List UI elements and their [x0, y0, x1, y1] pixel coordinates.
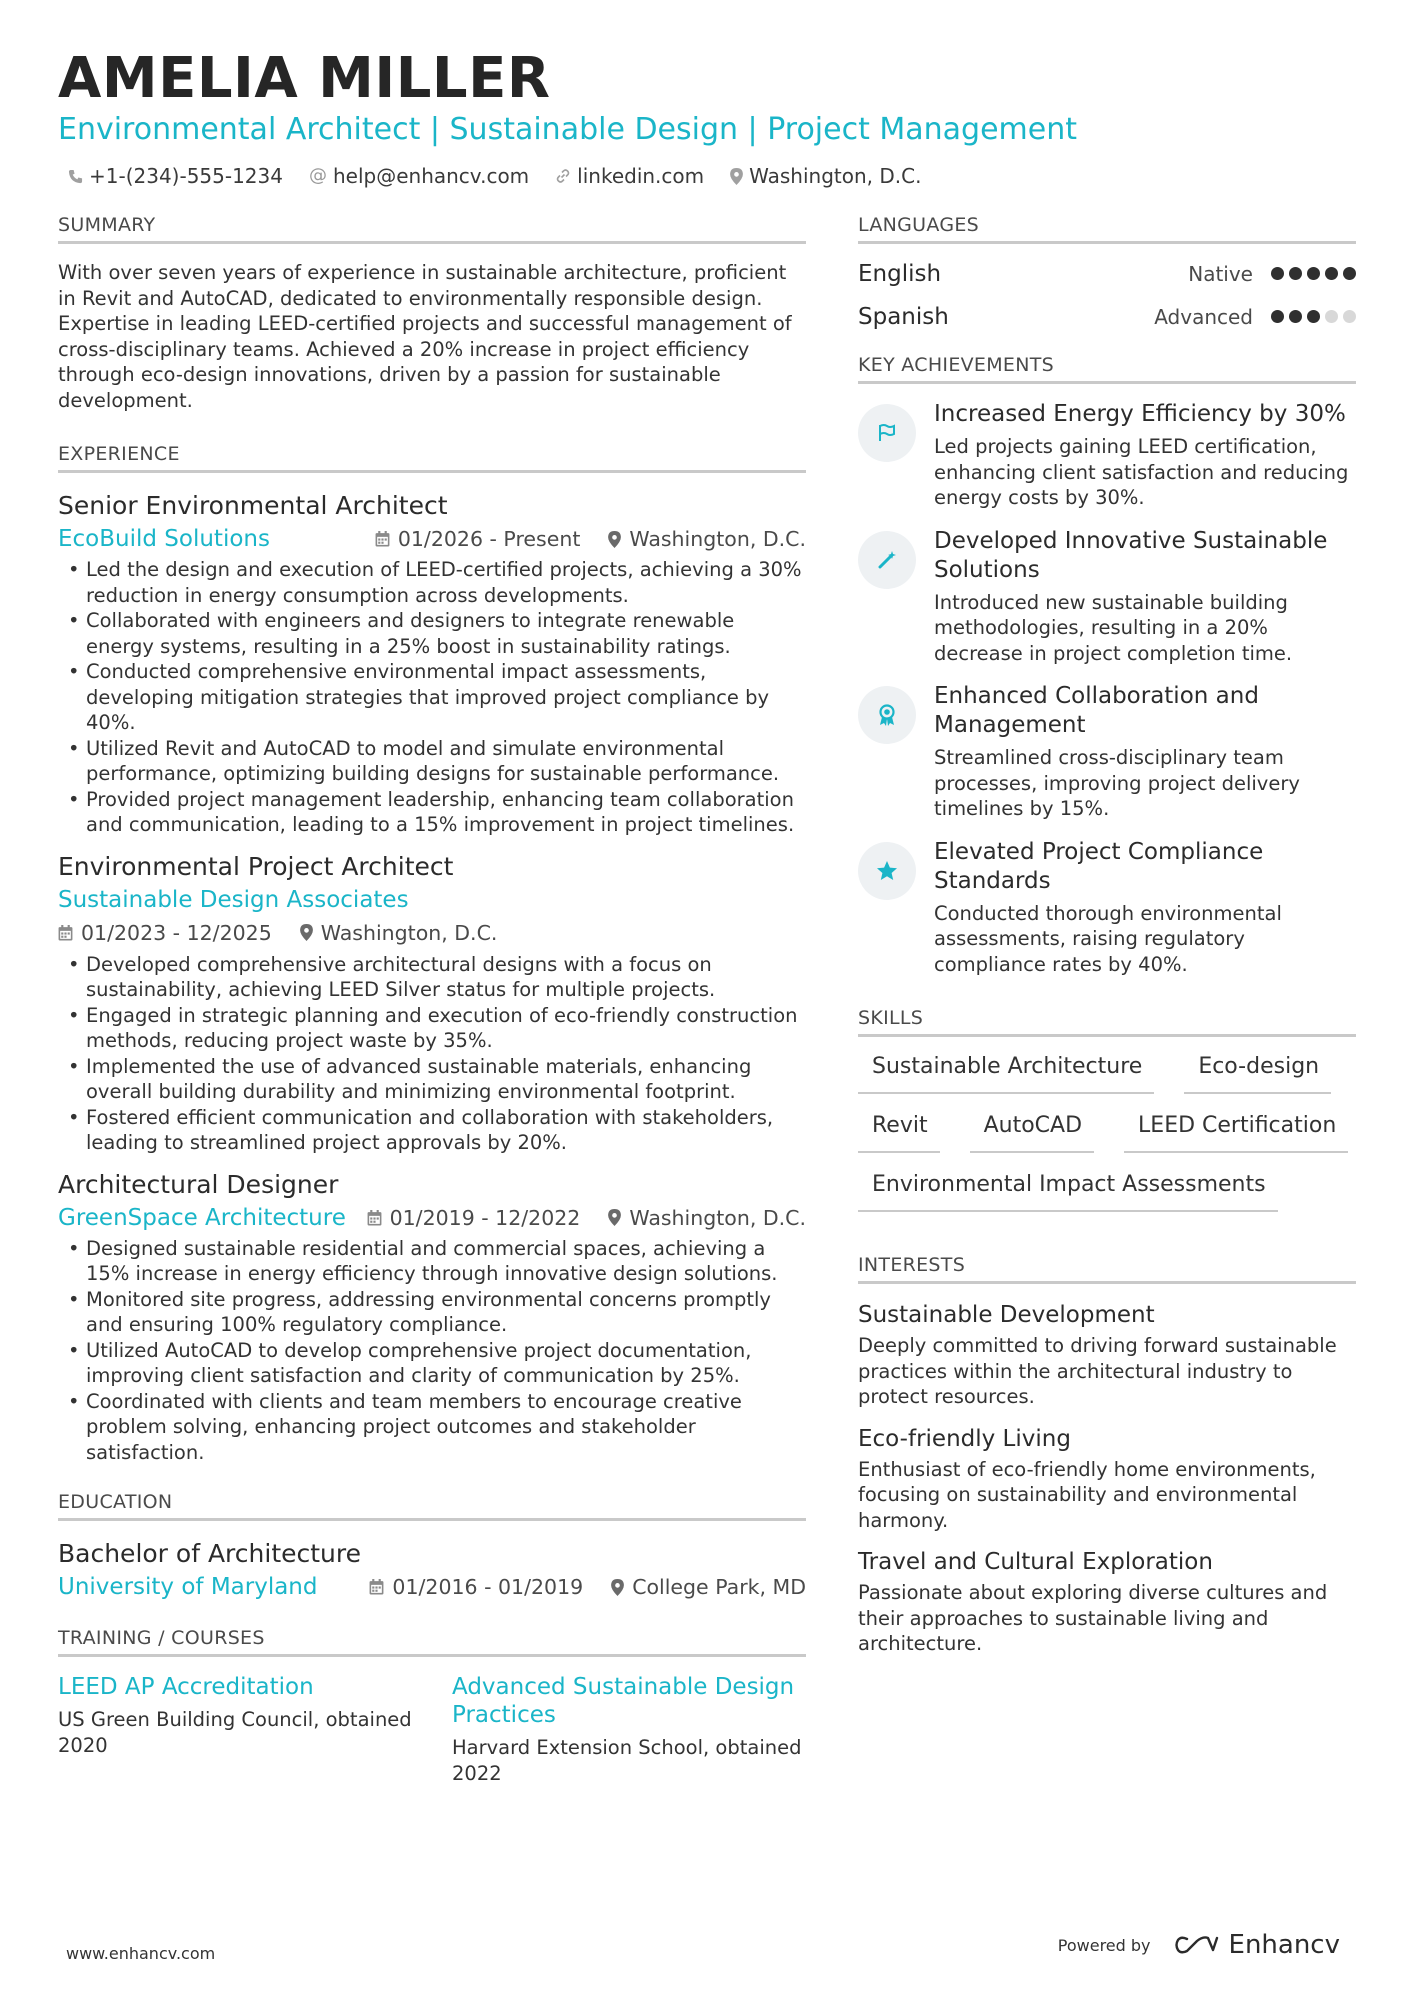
achievement-detail: Led projects gaining LEED certification, enhancing client satisfaction and reducing energy costs by 30%.	[934, 435, 1349, 509]
linkedin-text: linkedin.com	[577, 164, 705, 188]
language-rating	[1271, 310, 1356, 323]
training-detail: US Green Building Council, obtained 2020	[58, 1708, 412, 1757]
interest-item	[858, 1424, 1356, 1534]
language-level: Native	[1188, 261, 1253, 286]
skill-tag: Environmental Impact Assessments	[858, 1171, 1278, 1212]
link-icon	[555, 168, 571, 184]
achievement-detail: Streamlined cross-disciplinary team processes, improving project delivery timelines by 15%.	[934, 746, 1300, 820]
rating-dot	[1307, 310, 1320, 323]
company-name: Sustainable Design Associates	[58, 886, 409, 913]
list-item: • Utilized Revit and AutoCAD to model and simulate environmental performance, optimizing building designs for sustainable performance.	[58, 736, 806, 787]
calendar-icon	[369, 1579, 384, 1595]
language-rating	[1271, 267, 1356, 280]
footer-website[interactable]: www.enhancv.com	[66, 1944, 216, 1963]
job-dates	[367, 1202, 581, 1234]
enhancv-logo-icon	[1173, 1934, 1219, 1956]
summary-heading: SUMMARY	[58, 210, 806, 244]
education-dates	[369, 1571, 583, 1603]
left-column	[58, 210, 806, 1786]
job-meta	[58, 1202, 806, 1234]
achievement-title: Elevated Project Compliance Standards	[934, 838, 1264, 894]
job-location-text: Washington, D.C.	[320, 920, 498, 945]
phone-text: +1-(234)-555-1234	[89, 164, 283, 188]
language-item	[858, 295, 1356, 338]
job-location-text: Washington, D.C.	[629, 527, 806, 551]
job-meta	[58, 523, 806, 555]
achievements-heading: KEY ACHIEVEMENTS	[858, 350, 1356, 384]
achievement-title: Increased Energy Efficiency by 30%	[934, 401, 1346, 427]
interest-item	[858, 1547, 1356, 1657]
calendar-icon	[375, 531, 390, 547]
list-item: • Implemented the use of advanced sustainable materials, enhancing overall building durability and minimizing environmental footprint.	[58, 1054, 806, 1105]
enhancv-logo[interactable]	[1173, 1930, 1340, 1960]
training-title: Advanced Sustainable Design Practices	[452, 1674, 795, 1728]
skill-tag: LEED Certification	[1124, 1112, 1348, 1153]
location-pin-icon	[611, 1579, 624, 1596]
company-name: EcoBuild Solutions	[58, 526, 270, 552]
job-location	[608, 1202, 806, 1234]
rating-dot	[1343, 267, 1356, 280]
job-location	[300, 918, 498, 948]
experience-item	[58, 489, 806, 838]
rating-dot	[1271, 310, 1284, 323]
list-item: • Developed comprehensive architectural designs with a focus on sustainability, achieving LEED Silver status for multiple projects.	[58, 952, 806, 1003]
list-item: • Fostered efficient communication and collaboration with stakeholders, leading to streamlined project approvals by 20%.	[58, 1105, 806, 1156]
interests-heading: INTERESTS	[858, 1250, 1356, 1284]
calendar-icon	[367, 1210, 382, 1226]
skills-list	[858, 1053, 1356, 1212]
job-dates-text: 01/2019 - 12/2022	[389, 1205, 581, 1230]
training-title: LEED AP Accreditation	[58, 1674, 314, 1700]
skill-tag: Eco-design	[1184, 1053, 1331, 1094]
job-bullets	[58, 557, 806, 838]
list-item: • Designed sustainable residential and commercial spaces, achieving a 15% increase in energy efficiency through innovative design solutions.	[58, 1236, 806, 1287]
achievement-title: Enhanced Collaboration and Management	[934, 683, 1259, 738]
education-location-text: College Park, MD	[632, 1575, 806, 1599]
powered-by-text: Powered by	[1057, 1935, 1151, 1955]
headline: Environmental Architect | Sustainable Design | Project Management	[58, 112, 1078, 147]
contact-location	[730, 162, 921, 190]
magic-wand-icon	[858, 531, 916, 589]
education-heading: EDUCATION	[58, 1487, 806, 1521]
list-item: • Collaborated with engineers and designers to integrate renewable energy systems, resulting in a 25% boost in sustainability ratings.	[58, 608, 806, 659]
job-dates	[375, 523, 581, 555]
at-icon: @	[308, 165, 327, 186]
training-item	[58, 1673, 412, 1786]
school-name: University of Maryland	[58, 1574, 318, 1600]
job-dates-text: 01/2023 - 12/2025	[81, 920, 272, 945]
summary-text: With over seven years of experience in sustainable architecture, proficient in Revit and AutoCAD, dedicated to environmentally responsible design. Expertise in leading LEED-certified projects and successful management of cross-disciplinary teams. Achieved a 20% increase in project efficiency through eco-design innovations, driven by a passion for sustainable development.	[58, 261, 792, 412]
rating-dot	[1289, 310, 1302, 323]
job-meta	[58, 884, 806, 916]
list-item: • Monitored site progress, addressing environmental concerns promptly and ensuring 100% regulatory compliance.	[58, 1287, 806, 1338]
achievement-item	[858, 838, 1356, 978]
job-bullets	[58, 952, 806, 1156]
job-meta-line	[58, 918, 806, 948]
achievement-item	[858, 400, 1356, 511]
location-text: Washington, D.C.	[749, 164, 922, 188]
training-detail: Harvard Extension School, obtained 2022	[452, 1736, 802, 1785]
achievement-detail: Introduced new sustainable building methodologies, resulting in a 20% decrease in project completion time.	[934, 590, 1293, 665]
right-column	[858, 210, 1356, 1671]
training-section	[58, 1623, 806, 1786]
education-location	[611, 1571, 806, 1603]
list-item: • Provided project management leadership, enhancing team collaboration and communication, leading to a 15% improvement in project timelines.	[58, 787, 806, 838]
skill-tag: Revit	[858, 1112, 940, 1153]
job-title: Environmental Project Architect	[58, 851, 454, 881]
degree-title: Bachelor of Architecture	[58, 1539, 362, 1568]
rating-dot	[1343, 310, 1356, 323]
star-icon	[858, 842, 916, 900]
flag-icon	[858, 404, 916, 462]
interest-title: Eco-friendly Living	[858, 1425, 1071, 1452]
candidate-name: AMELIA MILLER	[58, 46, 551, 111]
experience-item	[58, 850, 806, 1156]
language-level: Advanced	[1154, 304, 1253, 329]
training-list	[58, 1673, 806, 1786]
achievement-detail: Conducted thorough environmental assessments, raising regulatory compliance rates by 40%.	[934, 901, 1282, 976]
education-section	[58, 1487, 806, 1603]
rating-dot	[1271, 267, 1284, 280]
interest-item	[858, 1300, 1356, 1410]
list-item: • Utilized AutoCAD to develop comprehensive project documentation, improving client satisfaction and clarity of communication by 25%.	[58, 1338, 806, 1389]
rating-dot	[1325, 310, 1338, 323]
list-item: • Engaged in strategic planning and execution of eco-friendly construction methods, reducing project waste by 35%.	[58, 1003, 806, 1054]
contact-phone[interactable]	[68, 162, 283, 190]
job-dates	[58, 918, 272, 948]
phone-icon	[68, 169, 83, 184]
location-pin-icon	[730, 168, 743, 185]
rating-dot	[1307, 267, 1320, 280]
contact-linkedin[interactable]	[555, 162, 704, 190]
interest-title: Travel and Cultural Exploration	[858, 1549, 1213, 1575]
contact-bar	[68, 162, 921, 190]
achievement-title: Developed Innovative Sustainable Solutions	[934, 527, 1328, 583]
company-name: GreenSpace Architecture	[58, 1204, 346, 1231]
job-location	[608, 523, 806, 555]
job-location-text: Washington, D.C.	[629, 1205, 806, 1230]
award-icon	[858, 686, 916, 744]
languages-heading: LANGUAGES	[858, 210, 1356, 244]
job-title: Architectural Designer	[58, 1169, 339, 1199]
interest-detail: Deeply committed to driving forward sustainable practices within the architectural industry to protect resources.	[858, 1334, 1337, 1408]
job-dates-text: 01/2026 - Present	[397, 527, 581, 551]
achievement-item	[858, 682, 1356, 822]
email-text: help@enhancv.com	[332, 164, 530, 188]
rating-dot	[1325, 267, 1338, 280]
skills-heading: SKILLS	[858, 1003, 1356, 1037]
experience-item	[58, 1168, 806, 1466]
brand-name: Enhancv	[1228, 1930, 1340, 1960]
interest-title: Sustainable Development	[858, 1302, 1155, 1328]
location-pin-icon	[608, 531, 621, 548]
interest-detail: Enthusiast of eco-friendly home environments, focusing on sustainability and environmental harmony.	[858, 1457, 1316, 1532]
education-dates-text: 01/2016 - 01/2019	[392, 1575, 584, 1599]
education-meta	[58, 1571, 806, 1603]
language-name: English	[858, 260, 942, 287]
job-title: Senior Environmental Architect	[58, 491, 448, 520]
rating-dot	[1289, 267, 1302, 280]
job-bullets	[58, 1236, 806, 1466]
location-pin-icon	[608, 1209, 621, 1226]
training-item	[452, 1673, 806, 1786]
language-item	[858, 252, 1356, 295]
interest-detail: Passionate about exploring diverse cultures and their approaches to sustainable living and architecture.	[858, 1581, 1328, 1655]
list-item: • Coordinated with clients and team members to encourage creative problem solving, enhancing project outcomes and stakeholder satisfaction.	[58, 1389, 806, 1466]
list-item: • Led the design and execution of LEED-certified projects, achieving a 30% reduction in energy consumption across developments.	[58, 557, 806, 608]
experience-heading: EXPERIENCE	[58, 439, 806, 473]
language-name: Spanish	[858, 303, 949, 330]
achievement-item	[858, 527, 1356, 667]
skill-tag: AutoCAD	[970, 1112, 1094, 1153]
contact-email[interactable]	[309, 162, 529, 190]
training-heading: TRAINING / COURSES	[58, 1623, 806, 1657]
list-item: • Conducted comprehensive environmental impact assessments, developing mitigation strategies that improved project compliance by 40%.	[58, 659, 806, 736]
location-pin-icon	[300, 924, 313, 941]
footer-branding	[1058, 1930, 1340, 1960]
skill-tag: Sustainable Architecture	[858, 1053, 1154, 1094]
calendar-icon	[58, 925, 73, 941]
